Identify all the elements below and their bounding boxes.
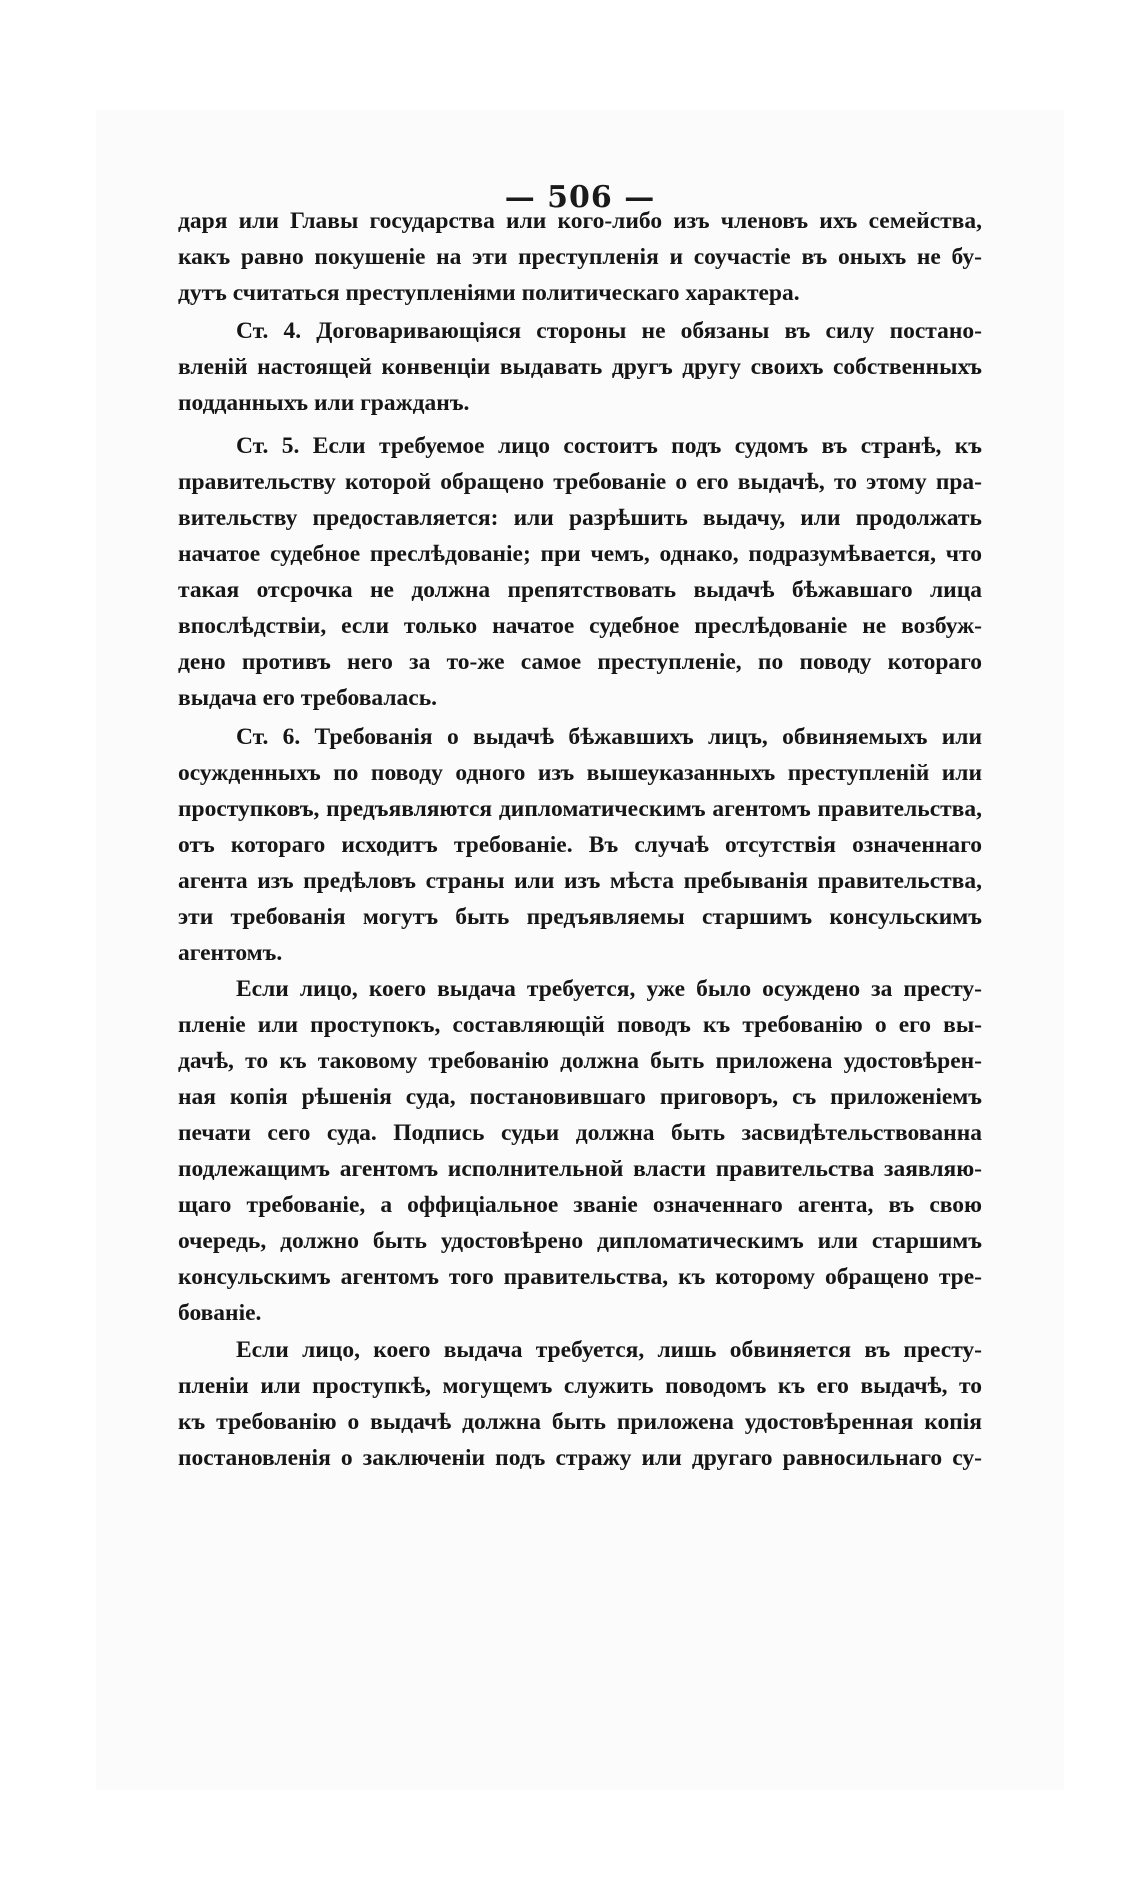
paragraph-accused — [178, 1332, 982, 1476]
text-line: къ требованію о выдачѣ должна быть приложена удостовѣренная копія — [178, 1409, 982, 1435]
text-line: дутъ считаться преступленіями политическаго характера. — [178, 280, 800, 306]
text-line: Ст. 4. Договаривающіяся стороны не обязаны въ силу постано- — [236, 318, 982, 344]
text-line: пленіе или проступокъ, составляющій поводъ къ требованію о его вы- — [178, 1012, 982, 1038]
text-line: даря или Главы государства или кого-либо изъ членовъ ихъ семейства, — [178, 208, 982, 234]
page-number: — 506 — — [504, 180, 656, 215]
text-line: такая отсрочка не должна препятствовать выдачѣ бѣжавшаго лица — [178, 577, 982, 603]
text-line: агента изъ предѣловъ страны или изъ мѣста пребыванія правительства, — [178, 868, 982, 894]
text-line: бованіе. — [178, 1300, 262, 1326]
text-line: ная копія рѣшенія суда, постановившаго приговоръ, съ приложеніемъ — [178, 1084, 982, 1110]
text-line: выдача его требовалась. — [178, 685, 438, 711]
text-line: подлежащимъ агентомъ исполнительной власти правительства заявляю- — [178, 1156, 982, 1182]
text-line: Ст. 5. Если требуемое лицо состоитъ подъ судомъ въ странѣ, къ — [236, 433, 982, 459]
text-line: вленій настоящей конвенціи выдавать другъ другу своихъ собственныхъ — [178, 354, 982, 380]
text-line: агентомъ. — [178, 940, 283, 966]
text-line: проступковъ, предъявляются дипломатическимъ агентомъ правительства, — [178, 796, 982, 822]
text-line: дено противъ него за то-же самое преступленіе, по поводу котораго — [178, 649, 982, 675]
text-line: эти требованія могутъ быть предъявляемы старшимъ консульскимъ — [178, 904, 982, 930]
text-line: вительству предоставляется: или разрѣшить выдачу, или продолжать — [178, 505, 982, 531]
text-line: правительству которой обращено требованіе о его выдачѣ, то этому пра- — [178, 469, 982, 495]
text-line: пленіи или проступкѣ, могущемъ служить поводомъ къ его выдачѣ, то — [178, 1373, 982, 1399]
paragraph-article-4 — [178, 313, 982, 421]
text-line: отъ котораго исходитъ требованіе. Въ случаѣ отсутствія означеннаго — [178, 832, 982, 858]
text-line: Если лицо, коего выдача требуется, лишь обвиняется въ престу- — [236, 1337, 982, 1363]
paragraph-article-5 — [178, 428, 982, 716]
text-line: Ст. 6. Требованія о выдачѣ бѣжавшихъ лицъ, обвиняемыхъ или — [236, 724, 982, 750]
text-line: печати сего суда. Подпись судьи должна быть засвидѣтельствованна — [178, 1120, 982, 1146]
text-line: дачѣ, то къ таковому требованію должна быть приложена удостовѣрен- — [178, 1048, 982, 1074]
text-line: очередь, должно быть удостовѣрено дипломатическимъ или старшимъ — [178, 1228, 982, 1254]
text-line: подданныхъ или гражданъ. — [178, 390, 470, 416]
text-line: какъ равно покушеніе на эти преступленія и соучастіе въ оныхъ не бу- — [178, 244, 982, 270]
text-line: впослѣдствіи, если только начатое судебное преслѣдованіе не возбуж- — [178, 613, 982, 639]
text-line: начатое судебное преслѣдованіе; при чемъ, однако, подразумѣвается, что — [178, 541, 982, 567]
text-line: постановленія о заключеніи подъ стражу или другаго равносильнаго су- — [178, 1445, 982, 1471]
text-line: консульскимъ агентомъ того правительства, къ которому обращено тре- — [178, 1264, 982, 1290]
book-page — [96, 110, 1064, 1790]
paragraph-article-6 — [178, 719, 982, 971]
paragraph-convicted — [178, 971, 982, 1331]
text-line: осужденныхъ по поводу одного изъ вышеуказанныхъ преступленій или — [178, 760, 982, 786]
text-line: Если лицо, коего выдача требуется, уже было осуждено за престу- — [236, 976, 982, 1002]
text-line: щаго требованіе, а оффиціальное званіе означеннаго агента, въ свою — [178, 1192, 982, 1218]
paragraph-continuation — [178, 203, 982, 311]
